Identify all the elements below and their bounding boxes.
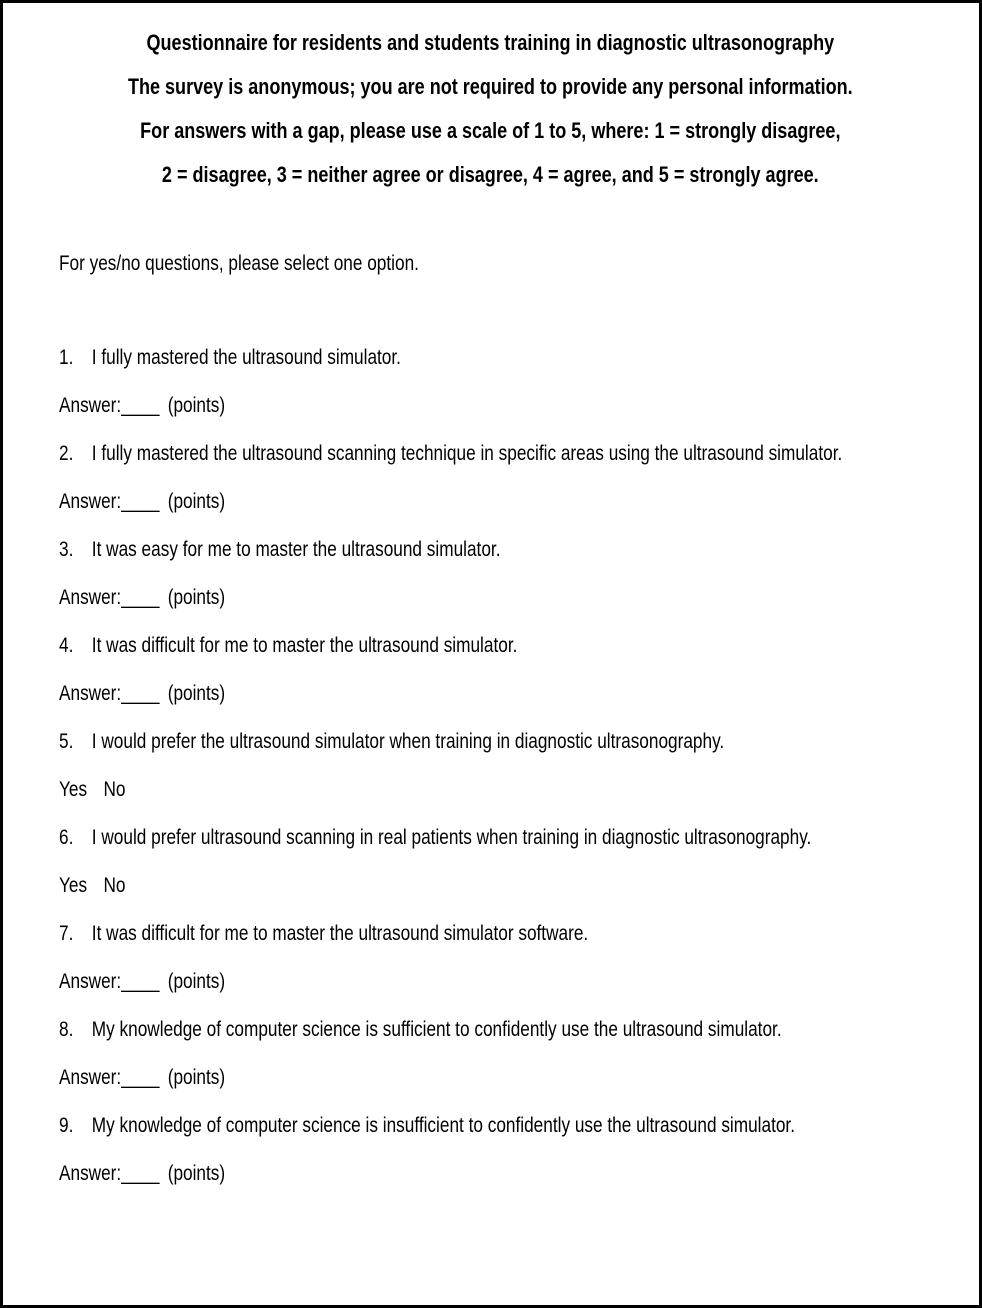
no-option[interactable]: No (103, 778, 126, 801)
answer-blank[interactable]: ____ (121, 682, 160, 705)
question-9-number: 9. (59, 1114, 74, 1137)
question-5-text: I would prefer the ultrasound simulator when training in diagnostic ultrasonography. (91, 730, 725, 753)
header-line-1: Questionnaire for residents and students training in diagnostic ultrasonography (146, 30, 835, 55)
answer-label: Answer: (59, 1162, 122, 1185)
question-2-text: I fully mastered the ultrasound scanning technique in specific areas using the ultrasound simulator. (91, 442, 843, 465)
answer-label: Answer: (59, 682, 122, 705)
answer-blank[interactable]: ____ (121, 586, 160, 609)
question-5 (59, 718, 922, 766)
question-4 (59, 622, 922, 670)
question-2-number: 2. (59, 442, 74, 465)
points-suffix: (points) (167, 970, 226, 993)
question-1-text: I fully mastered the ultrasound simulator. (91, 346, 401, 369)
answer-line-9 (59, 1150, 922, 1198)
question-3-text: It was easy for me to master the ultrasound simulator. (91, 538, 501, 561)
yesno-options-6 (59, 862, 922, 910)
points-suffix: (points) (167, 1162, 226, 1185)
page-title (59, 21, 922, 197)
question-7-number: 7. (59, 922, 74, 945)
answer-line-4 (59, 670, 922, 718)
answer-line-8 (59, 1054, 922, 1102)
question-1 (59, 334, 922, 382)
question-3 (59, 526, 922, 574)
header-line-3: For answers with a gap, please use a scale of 1 to 5, where: 1 = strongly disagree, (140, 118, 841, 143)
question-7 (59, 910, 922, 958)
question-6 (59, 814, 922, 862)
no-option[interactable]: No (103, 874, 126, 897)
question-9-text: My knowledge of computer science is insufficient to confidently use the ultrasound simulator. (91, 1114, 796, 1137)
answer-line-3 (59, 574, 922, 622)
answer-label: Answer: (59, 1066, 122, 1089)
yesno-options-5 (59, 766, 922, 814)
question-5-number: 5. (59, 730, 74, 753)
answer-line-1 (59, 382, 922, 430)
points-suffix: (points) (167, 1066, 226, 1089)
answer-line-2 (59, 478, 922, 526)
answer-label: Answer: (59, 490, 122, 513)
points-suffix: (points) (167, 394, 226, 417)
answer-label: Answer: (59, 586, 122, 609)
header-line-2: The survey is anonymous; you are not required to provide any personal information. (127, 74, 853, 99)
question-1-number: 1. (59, 346, 74, 369)
yes-option[interactable]: Yes (59, 778, 88, 801)
question-8-number: 8. (59, 1018, 74, 1041)
points-suffix: (points) (167, 490, 226, 513)
page-content (59, 3, 922, 1198)
points-suffix: (points) (167, 586, 226, 609)
answer-blank[interactable]: ____ (121, 970, 160, 993)
answer-blank[interactable]: ____ (121, 394, 160, 417)
points-suffix: (points) (167, 682, 226, 705)
instruction-text: For yes/no questions, please select one option. (59, 252, 419, 275)
question-4-number: 4. (59, 634, 74, 657)
answer-label: Answer: (59, 394, 122, 417)
question-9 (59, 1102, 922, 1150)
answer-blank[interactable]: ____ (121, 1066, 160, 1089)
question-3-number: 3. (59, 538, 74, 561)
question-4-text: It was difficult for me to master the ultrasound simulator. (91, 634, 518, 657)
yes-option[interactable]: Yes (59, 874, 88, 897)
question-7-text: It was difficult for me to master the ultrasound simulator software. (91, 922, 589, 945)
answer-line-7 (59, 958, 922, 1006)
question-8 (59, 1006, 922, 1054)
question-6-number: 6. (59, 826, 74, 849)
header-line-4: 2 = disagree, 3 = neither agree or disagree, 4 = agree, and 5 = strongly agree. (161, 162, 819, 187)
question-8-text: My knowledge of computer science is sufficient to confidently use the ultrasound simulator. (91, 1018, 782, 1041)
question-6-text: I would prefer ultrasound scanning in real patients when training in diagnostic ultrasonography. (91, 826, 812, 849)
question-2 (59, 430, 922, 478)
answer-blank[interactable]: ____ (121, 1162, 160, 1185)
answer-blank[interactable]: ____ (121, 490, 160, 513)
answer-label: Answer: (59, 970, 122, 993)
